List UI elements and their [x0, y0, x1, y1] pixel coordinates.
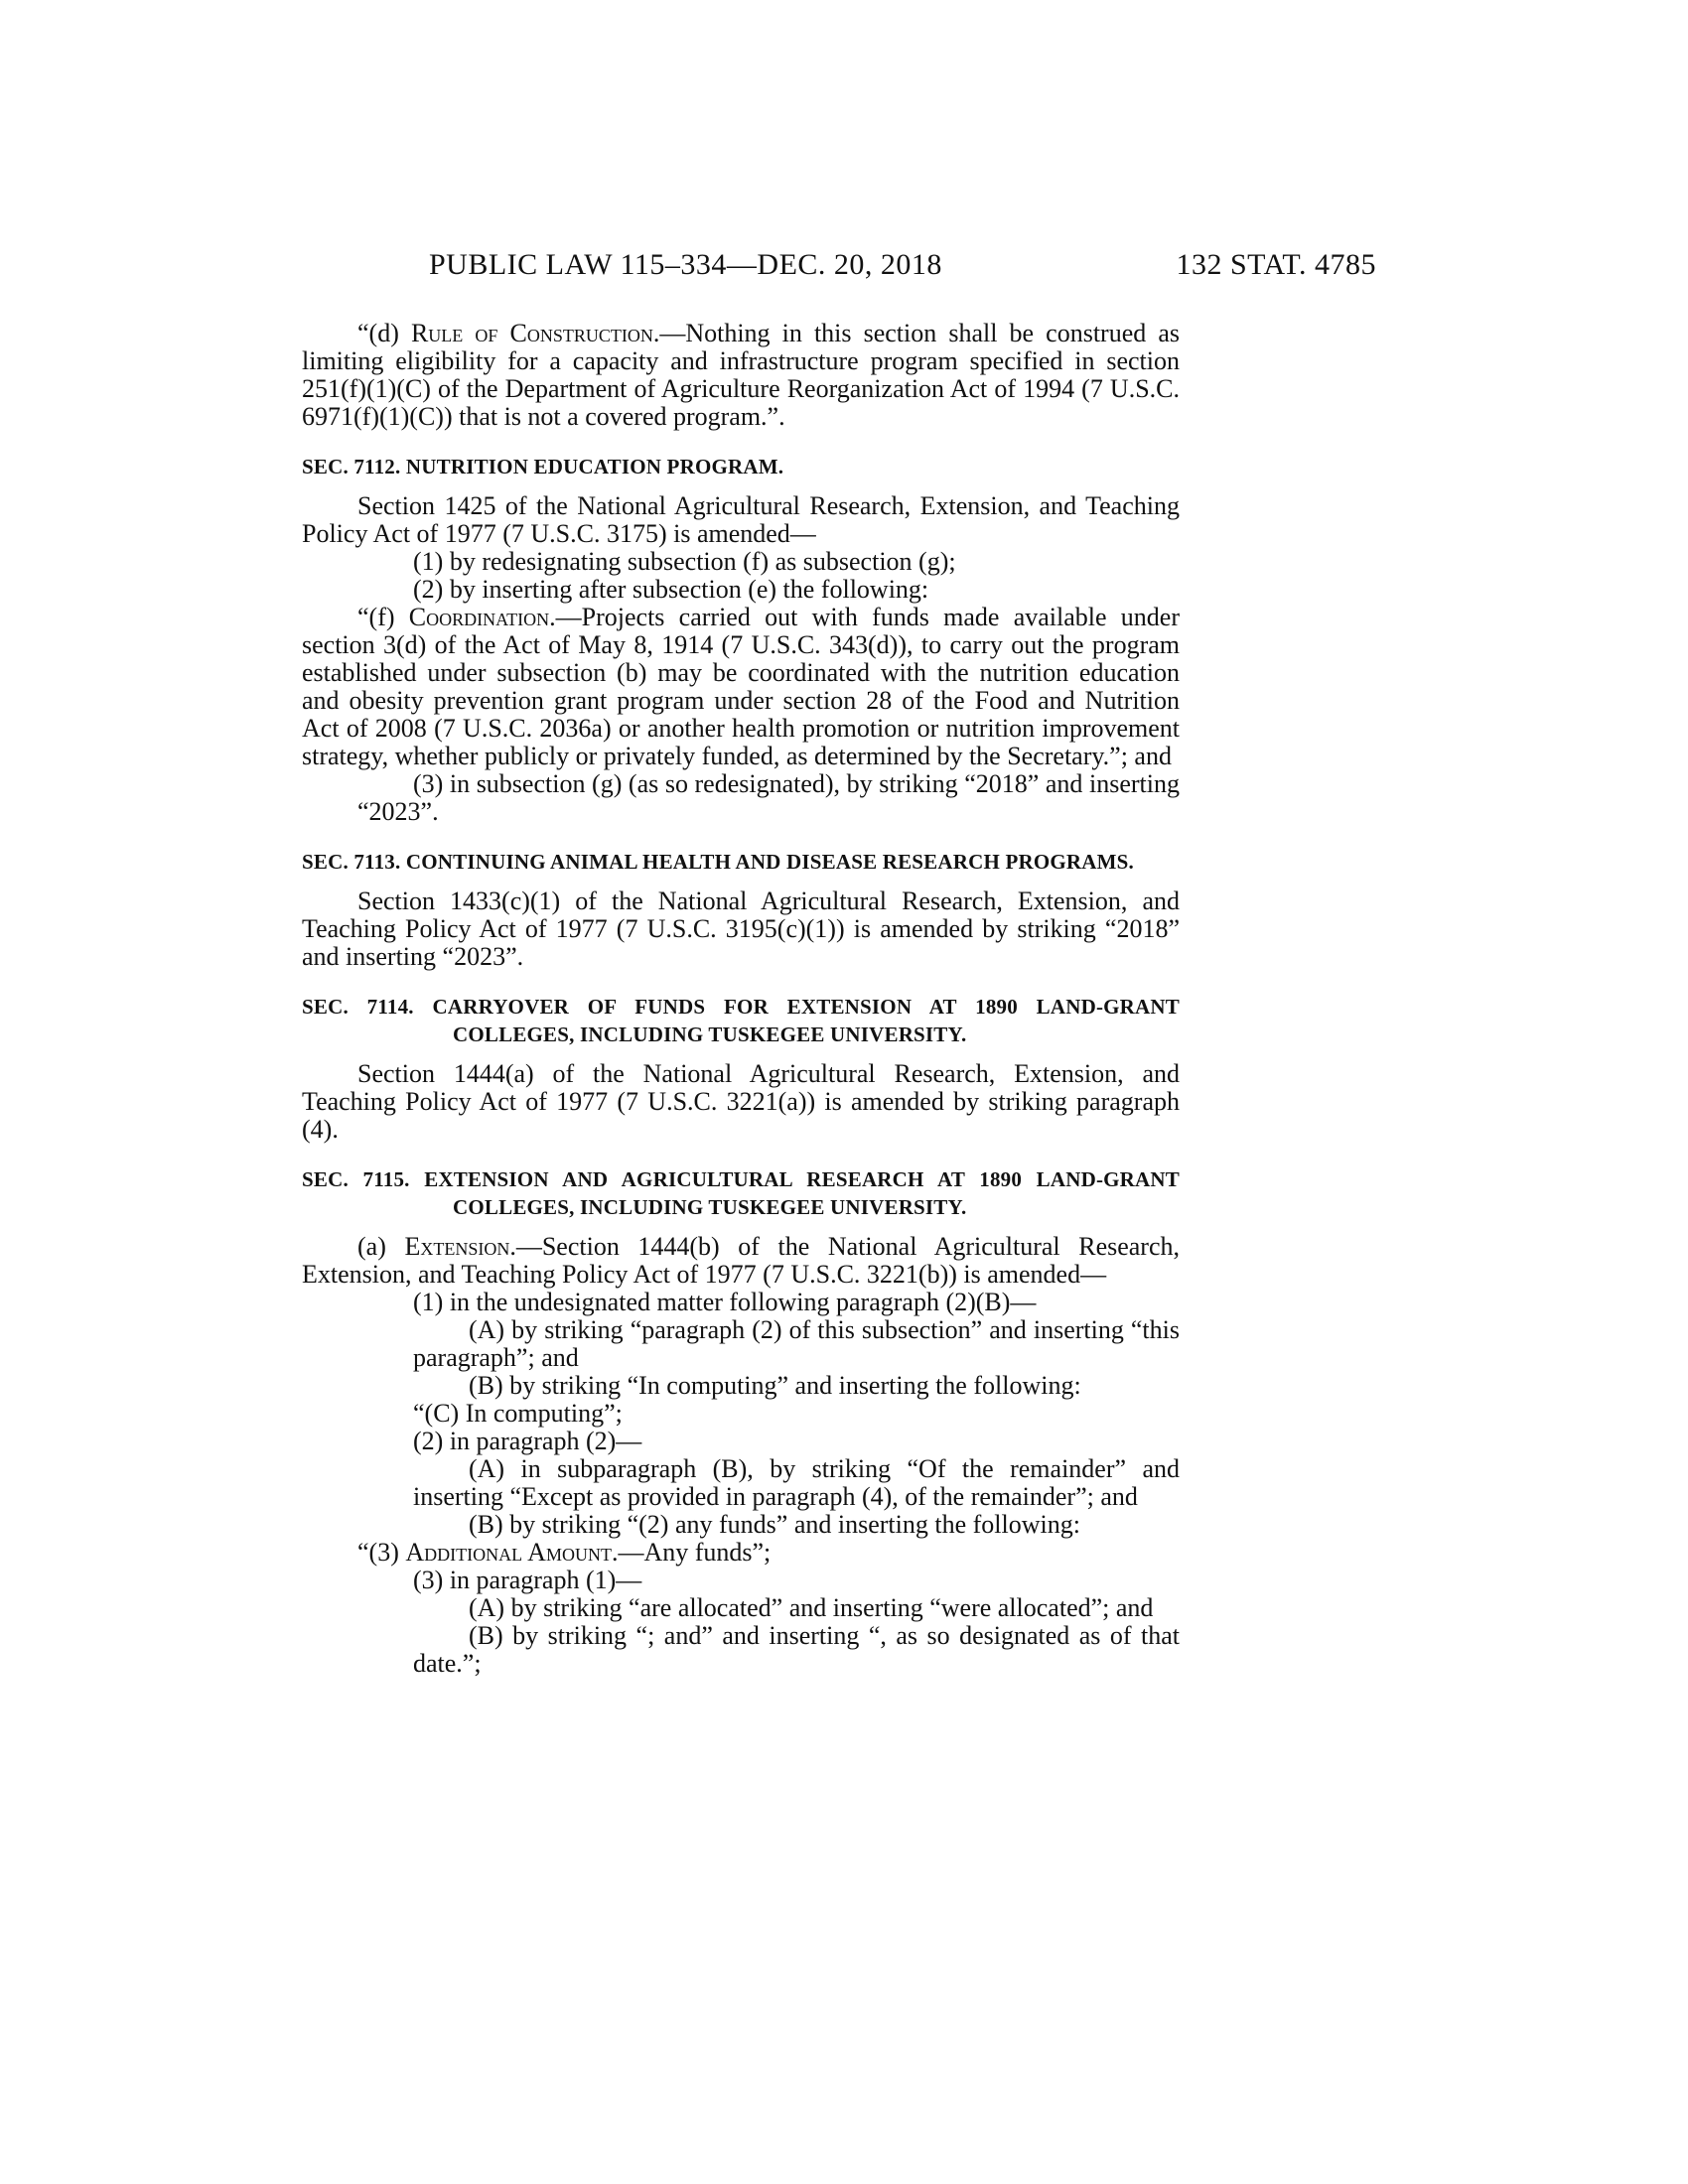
statute-page-number: 132 STAT. 4785	[1176, 248, 1376, 281]
rule-of-construction-paragraph: “(d) Rule of Construction.—Nothing in this section shall be construed as limiting eligibility for a capacity and infrastructure program specified in section 251(f)(1)(C) of the Department of Agriculture Reorganization Act of 1994 (7 U.S.C. 6971(f)(1)(C)) that is not a covered program.”.	[302, 319, 1181, 431]
paragraph-3: (3) in paragraph (1)—	[413, 1566, 642, 1594]
document-body	[302, 320, 1180, 1678]
rule-of-construction-heading: Rule of Construction	[410, 319, 653, 347]
public-law-citation: PUBLIC LAW 115–334—DEC. 20, 2018	[429, 248, 942, 281]
section-7114-body: Section 1444(a) of the National Agricultural Research, Extension, and Teaching Policy Act of 1977 (7 U.S.C. 3221(a)) is amended by striking paragraph (4).	[302, 1059, 1180, 1144]
section-7112-intro: Section 1425 of the National Agricultural Research, Extension, and Teaching Policy Act of 1977 (7 U.S.C. 3175) is amended—	[302, 491, 1180, 548]
quoted-additional-amount: “(3) Additional Amount.—Any funds”;	[357, 1538, 772, 1567]
subsection-a-extension: (a) Extension.—Section 1444(b) of the National Agricultural Research, Extension, and Teaching Policy Act of 1977 (7 U.S.C. 3221(b)) is amended—	[302, 1232, 1181, 1289]
paragraph-2: (2) in paragraph (2)—	[413, 1427, 642, 1455]
section-7112-paragraph-3: (3) in subsection (g) (as so redesignated), by striking “2018” and inserting “2023”.	[357, 769, 1180, 826]
section-7112-heading: SEC. 7112. NUTRITION EDUCATION PROGRAM.	[302, 455, 784, 478]
page-header	[302, 248, 1376, 288]
quoted-c-in-computing: “(C) In computing”;	[413, 1399, 623, 1428]
coordination-heading: Coordination	[408, 603, 550, 631]
subparagraph-2b: (B) by striking “(2) any funds” and inserting the following:	[469, 1510, 1080, 1539]
subsection-f-coordination: “(f) Coordination.—Projects carried out with funds made available under section 3(d) of the Act of May 8, 1914 (7 U.S.C. 343(d)), to carry out the program established under subsection (b) may be coordinated with the nutrition education and obesity prevention grant program under section 28 of the Food and Nutrition Act of 2008 (7 U.S.C. 2036a) or another health promotion or nutrition improvement strategy, whether publicly or privately funded, as determined by the Secretary.”; and	[302, 603, 1181, 770]
paragraph-1: (1) in the undesignated matter following paragraph (2)(B)—	[413, 1288, 1037, 1316]
section-7114-heading: SEC. 7114. CARRYOVER OF FUNDS FOR EXTENSION AT 1890 LAND-GRANT COLLEGES, INCLUDING TUSKEGEE UNIVERSITY.	[302, 995, 1180, 1046]
section-7115-heading: SEC. 7115. EXTENSION AND AGRICULTURAL RESEARCH AT 1890 LAND-GRANT COLLEGES, INCLUDING TUSKEGEE UNIVERSITY.	[302, 1167, 1180, 1219]
section-7113-body: Section 1433(c)(1) of the National Agricultural Research, Extension, and Teaching Policy Act of 1977 (7 U.S.C. 3195(c)(1)) is amended by striking “2018” and inserting “2023”.	[302, 887, 1180, 971]
subparagraph-1a: (A) by striking “paragraph (2) of this subsection” and inserting “this paragraph”; and	[413, 1315, 1180, 1372]
subparagraph-1b: (B) by striking “In computing” and inserting the following:	[469, 1371, 1081, 1400]
subparagraph-2a: (A) in subparagraph (B), by striking “Of the remainder” and inserting “Except as provided in paragraph (4), of the remainder”; and	[413, 1454, 1180, 1511]
section-7112-paragraph-2: (2) by inserting after subsection (e) the following:	[413, 575, 929, 604]
extension-heading: Extension	[404, 1232, 510, 1261]
subparagraph-3a: (A) by striking “are allocated” and inserting “were allocated”; and	[469, 1593, 1154, 1622]
section-7112-paragraph-1: (1) by redesignating subsection (f) as subsection (g);	[413, 547, 956, 576]
additional-amount-heading: Additional Amount	[405, 1538, 612, 1567]
subparagraph-3b: (B) by striking “; and” and inserting “, as so designated as of that date.”;	[413, 1621, 1180, 1678]
section-7113-heading: SEC. 7113. CONTINUING ANIMAL HEALTH AND DISEASE RESEARCH PROGRAMS.	[302, 850, 1135, 874]
